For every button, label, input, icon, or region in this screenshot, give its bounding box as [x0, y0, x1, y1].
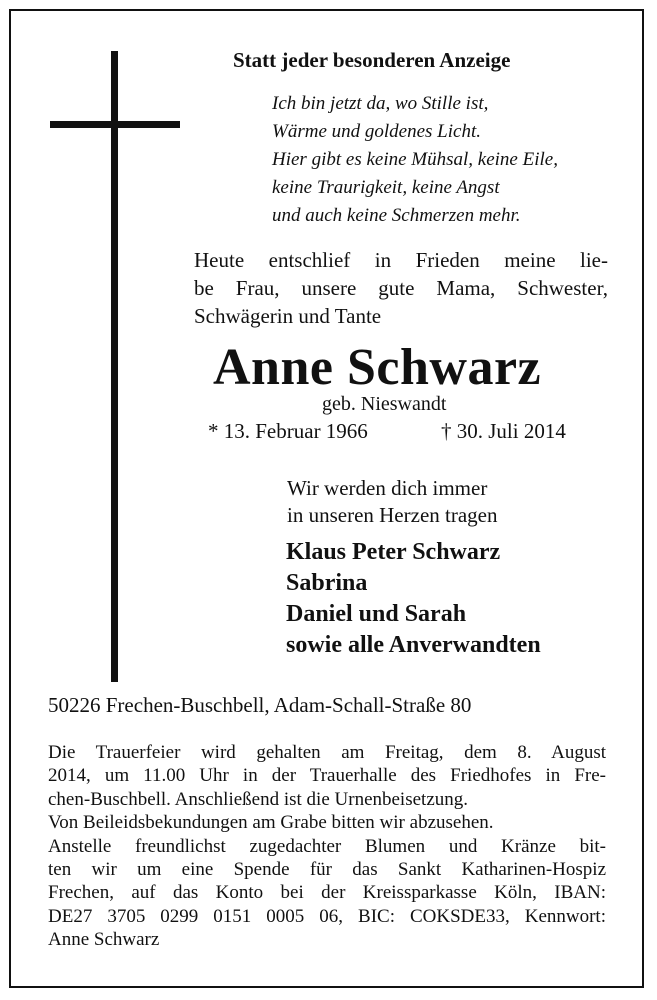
birth-date: * 13. Februar 1966: [208, 419, 368, 443]
notice-line: chen-Buschbell. Anschließend ist die Urnenbeisetzung.: [48, 788, 469, 810]
notice-line: 2014, um 11.00 Uhr in der Trauerhalle des Friedhofes in Fre-: [48, 765, 606, 787]
notice-line: Anne Schwarz: [48, 929, 160, 951]
intro-line: Schwägerin und Tante: [194, 304, 382, 328]
family-member: Daniel und Sarah: [286, 601, 467, 627]
funeral-notice: [48, 741, 606, 952]
notice-line: Frechen, auf das Konto bei der Kreissparkasse Köln, IBAN:: [48, 882, 606, 904]
family-member: sowie alle Anverwandten: [286, 632, 541, 658]
family-member: Klaus Peter Schwarz: [286, 539, 501, 565]
memory-text: [287, 475, 497, 529]
address: 50226 Frechen-Buschbell, Adam-Schall-Straße 80: [48, 693, 472, 717]
memory-line: Wir werden dich immer: [287, 476, 488, 500]
birth-name: geb. Nieswandt: [322, 393, 447, 415]
deceased-name: Anne Schwarz: [213, 339, 542, 396]
memory-line: in unseren Herzen tragen: [287, 503, 498, 527]
headline: Statt jeder besonderen Anzeige: [233, 48, 511, 72]
poem-line: Hier gibt es keine Mühsal, keine Eile,: [272, 149, 558, 170]
intro-line: be Frau, unsere gute Mama, Schwester,: [194, 276, 608, 300]
intro-line: Heute entschlief in Frieden meine lie-: [194, 248, 608, 272]
death-date: † 30. Juli 2014: [441, 419, 566, 443]
family-member: Sabrina: [286, 570, 368, 596]
notice-line: Von Beileidsbekundungen am Grabe bitten wir abzusehen.: [48, 812, 494, 834]
poem: [272, 90, 558, 230]
poem-line: Ich bin jetzt da, wo Stille ist,: [272, 93, 489, 114]
notice-line: Anstelle freundlichst zugedachter Blumen und Kränze bit-: [48, 835, 606, 857]
intro-text: [194, 246, 608, 330]
family-signatures: [286, 537, 541, 661]
poem-line: keine Traurigkeit, keine Angst: [272, 177, 500, 198]
notice-line: Die Trauerfeier wird gehalten am Freitag, dem 8. August: [48, 742, 606, 763]
poem-line: und auch keine Schmerzen mehr.: [272, 205, 521, 226]
notice-line: ten wir um eine Spende für das Sankt Katharinen-Hospiz: [48, 859, 606, 881]
cross-icon: [111, 51, 118, 682]
notice-line: DE27 3705 0299 0151 0005 06, BIC: COKSDE33, Kennwort:: [48, 905, 606, 927]
poem-line: Wärme und goldenes Licht.: [272, 121, 481, 142]
cross-icon-bar: [50, 121, 180, 128]
